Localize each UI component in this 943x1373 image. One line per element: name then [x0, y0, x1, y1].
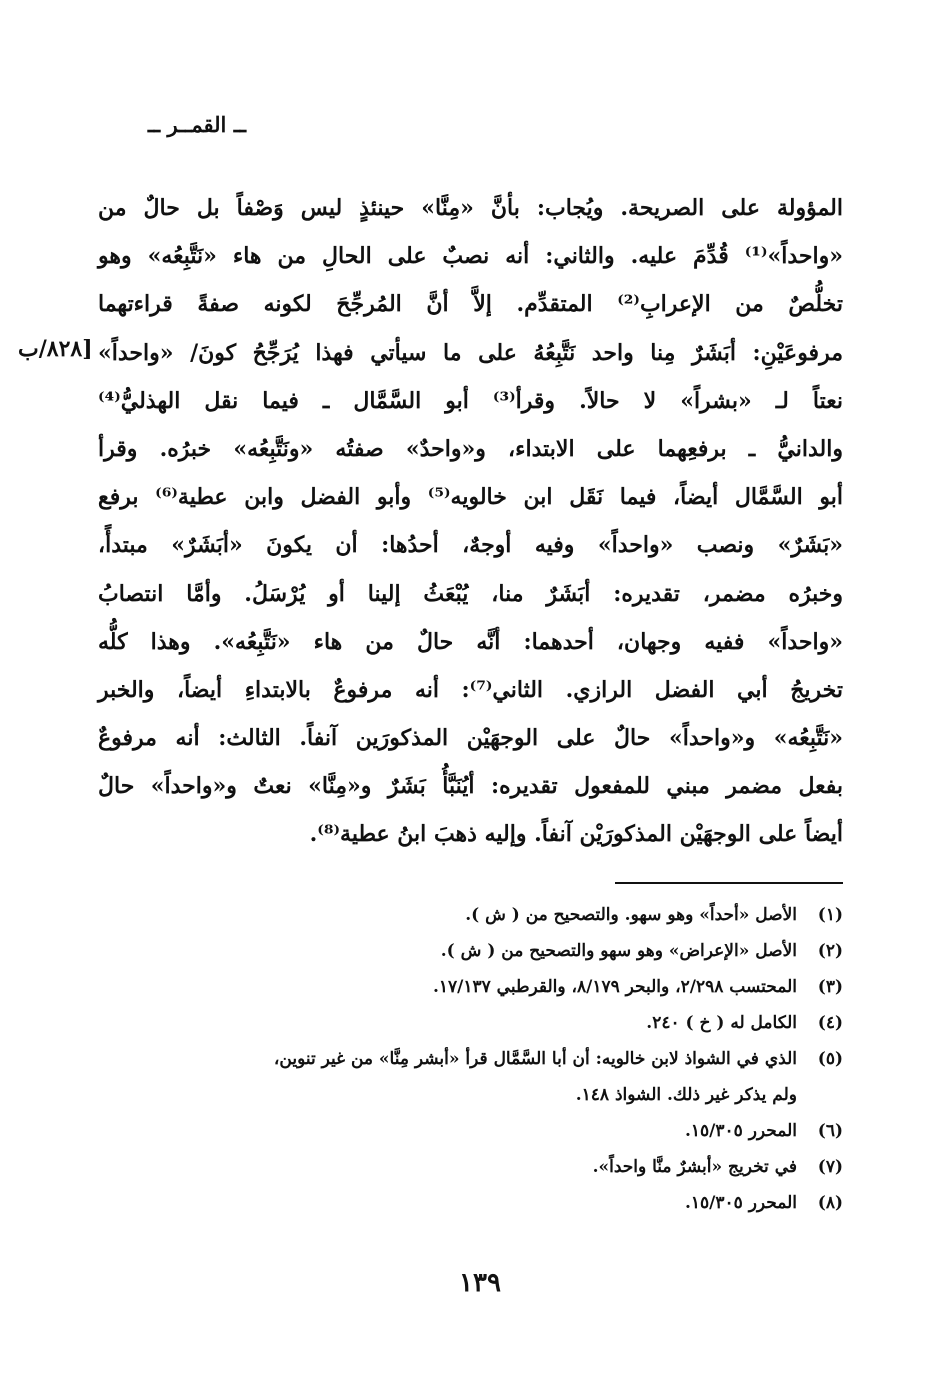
footnote-number: (٤) — [817, 1013, 843, 1033]
footnote-text — [98, 969, 797, 1005]
footnote-number: (٥) — [817, 1049, 843, 1069]
footnote — [98, 933, 843, 969]
footnote-number: (٢) — [817, 941, 843, 961]
footnote-number: (٨) — [817, 1193, 843, 1213]
text-line: تخريجُ أبي الفضل الرازي. الثاني⁽⁷⁾: أنه مرفوعٌ بالابتداءِ أيضاً، والخبر — [98, 676, 843, 703]
text-line: تخلُّصٌ من الإعرابِ⁽²⁾ المتقدِّم. إلاَّ أنَّ المُرجِّحَ لكونه صفةً قراءتهما — [98, 291, 843, 318]
footnote — [98, 1149, 843, 1185]
text-line: «نَتَّبِعُه» و«واحداً» حالٌ على الوجهَيْن المذكورَين آنفاً. الثالث: أنه مرفوعٌ — [98, 725, 843, 752]
text-line: أيضاً على الوجهَيْن المذكورَيْن آنفاً. وإليه ذهبَ ابنُ عطية⁽⁸⁾. — [309, 821, 843, 848]
text-line: المؤولة على الصريحة. ويُجاب: بأنَّ «مِنَّا» حينئذٍ ليس وَصْفاً بل حالٌ من — [98, 195, 843, 221]
footnote — [98, 969, 843, 1005]
text-line: أبو السَّمَّال أيضاً، فيما نَقَل ابن خالويه⁽⁵⁾ وأبو الفضل وابن عطية⁽⁶⁾ برفع — [98, 484, 843, 511]
footnote-text — [98, 933, 797, 969]
text-line: «بَشَرٌ» ونصب «واحداً» وفيه أوجهٌ، أحدُها: أن يكونَ «أبَشَرٌ» مبتدأً، — [98, 532, 843, 559]
footnote — [98, 1113, 843, 1149]
footnotes — [98, 897, 843, 1221]
footnote-line: المحرر ١٥/٣٠٥. — [684, 1121, 797, 1141]
text-line: مرفوعَيْنِ: أبَشَرٌ مِنا واحد نَتَّبِعُهُ على ما سيأتي فهذا يُرَجِّحُ كونَ/ «واحداً» — [98, 339, 843, 366]
footnote-line: الأصل «الإعراض» وهو سهو والتصحيح من ( ش ). — [440, 941, 797, 961]
footnote-line: الذي في الشواذ لابن خالويه: أن أبا السَّمَّال قرأ «أبشر مِنَّا» من غير تنوين، — [273, 1049, 797, 1069]
footnote — [98, 897, 843, 933]
footnote-line: ولم يذكر غير ذلك. الشواذ ١٤٨. — [575, 1085, 797, 1105]
footnote-line: المحرر ١٥/٣٠٥. — [684, 1193, 797, 1213]
footnote-line: في تخريج «أبشرٌ منَّا واحداً». — [592, 1157, 797, 1177]
footnote — [98, 1005, 843, 1041]
text-line: «واحداً»⁽¹⁾ قُدِّمَ عليه. والثاني: أنه نصبٌ على الحالِ من هاء «نَتَّبِعُه» وهو — [98, 243, 843, 270]
running-header: ــ القمــر ــ — [147, 112, 246, 137]
footnote-number: (٦) — [817, 1121, 843, 1141]
footnote-line: الأصل «أحداً» وهو سهو. والتصحيح من ( ش ). — [465, 905, 797, 925]
footnote-text — [98, 1005, 797, 1041]
main-text — [98, 184, 843, 859]
footnote-text — [98, 1149, 797, 1185]
footnote-text — [98, 1113, 797, 1149]
footnote-number: (١) — [817, 905, 843, 925]
page-number: ١٣٩ — [459, 1268, 501, 1298]
margin-folio-note: [٨٢٨/ب — [18, 336, 93, 362]
footnote — [98, 1185, 843, 1221]
footnote — [98, 1041, 843, 1113]
footnote-text — [98, 897, 797, 933]
text-line: والدانيُّ ـ برفعِهما على الابتداء، و«واحدٌ» صفتُه «ونَتَّبِعُه» خبرُه. وقرأ — [98, 435, 843, 462]
text-line: «واحداً» ففيه وجهان، أحدهما: أنَّه حالٌ من هاء «نَتَّبِعُه». وهذا كلُّه — [98, 628, 843, 655]
footnote-separator — [615, 882, 843, 884]
text-line: بفعل مضمر مبني للمفعول تقديره: أيُنَبَّأُ بَشَرٌ و«مِنَّا» نعتٌ و«واحداً» حالٌ — [98, 773, 843, 800]
footnote-text — [98, 1185, 797, 1221]
footnote-number: (٣) — [817, 977, 843, 997]
footnote-text — [98, 1041, 797, 1113]
text-line: نعتاً لـ «بشراً» لا حالاً. وقرأ⁽³⁾ أبو السَّمَّال ـ فيما نقل الهذليُّ⁽⁴⁾ — [98, 387, 843, 414]
footnote-number: (٧) — [817, 1157, 843, 1177]
footnote-line: الكامل له ( خ ) ٢٤٠. — [646, 1013, 797, 1033]
footnote-line: المحتسب ٢/٢٩٨، والبحر ٨/١٧٩، والقرطبي ١٧/١٣٧. — [432, 977, 797, 997]
text-line: وخبرُه مضمر، تقديره: أبَشَرٌ منا، يُبْعَثُ إلينا أو يُرْسَلُ. وأمَّا انتصابُ — [98, 580, 843, 607]
